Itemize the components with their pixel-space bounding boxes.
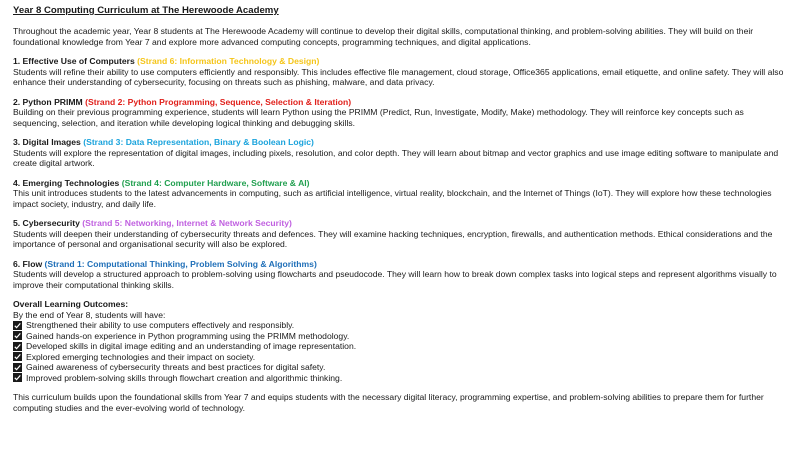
section-body: Students will deepen their understanding of cybersecurity threats and defences. They will examine hacking techniques, encryption, firewalls, and authentication methods. Ethical considerations and the importance of personal and organisational security will also be explored. bbox=[13, 228, 773, 249]
section-heading: 1. Effective Use of Computers bbox=[13, 56, 135, 66]
section-emerging-technologies bbox=[13, 178, 788, 210]
section-heading: 3. Digital Images bbox=[13, 137, 81, 147]
section-body: This unit introduces students to the latest advancements in computing, such as artificial intelligence, virtual reality, blockchain, and the Internet of Things (IoT). They will explore how these technologies impact society, industry, and daily life. bbox=[13, 188, 772, 209]
outcome-item bbox=[13, 320, 788, 331]
outcome-item bbox=[13, 352, 788, 363]
outcome-item bbox=[13, 341, 788, 352]
document-title: Year 8 Computing Curriculum at The Herewoode Academy bbox=[13, 5, 279, 16]
strand-label: (Strand 4: Computer Hardware, Software & AI) bbox=[121, 177, 310, 188]
checkbox-checked-icon bbox=[13, 373, 22, 382]
section-body: Building on their previous programming experience, students will learn Python using the PRIMM (Predict, Run, Investigate, Modify, Make) methodology. They will reinforce key concepts such as sequencing, selection, and iteration while developing logical thinking and debugging skills. bbox=[13, 107, 744, 128]
strand-label: (Strand 3: Data Representation, Binary & Boolean Logic) bbox=[83, 137, 314, 147]
checkbox-checked-icon bbox=[13, 342, 22, 351]
outcomes-list bbox=[13, 320, 788, 383]
section-python-primm bbox=[13, 97, 788, 129]
learning-outcomes bbox=[13, 299, 788, 383]
outcome-text: Improved problem-solving skills through flowchart creation and algorithmic thinking. bbox=[26, 372, 343, 383]
section-heading-line bbox=[13, 97, 788, 108]
outcome-text: Gained hands-on experience in Python programming using the PRIMM methodology. bbox=[26, 330, 350, 341]
section-digital-images bbox=[13, 137, 788, 169]
outcomes-lead: By the end of Year 8, students will have: bbox=[13, 309, 166, 320]
section-heading-line bbox=[13, 56, 788, 67]
checkbox-checked-icon bbox=[13, 352, 22, 361]
section-body: Students will develop a structured approach to problem-solving using flowcharts and pseudocode. They will learn how to break down complex tasks into logical steps and represent algorithms visually to improve their computational thinking skills. bbox=[13, 269, 777, 290]
section-body: Students will explore the representation of digital images, including pixels, resolution, and color depth. They will learn about bitmap and vector graphics and use image editing software to manipulate and create digital artwork. bbox=[13, 147, 779, 168]
section-heading: 5. Cybersecurity bbox=[13, 218, 80, 228]
section-heading: 2. Python PRIMM bbox=[13, 96, 83, 107]
section-heading-line bbox=[13, 137, 788, 148]
section-heading: 4. Emerging Technologies bbox=[13, 177, 120, 188]
section-heading-line bbox=[13, 178, 788, 189]
outcome-item bbox=[13, 362, 788, 373]
section-heading-line bbox=[13, 218, 788, 229]
outcome-item bbox=[13, 373, 788, 384]
strand-label: (Strand 5: Networking, Internet & Network Security) bbox=[82, 218, 292, 228]
outcome-text: Developed skills in digital image editing and an understanding of image representation. bbox=[26, 341, 357, 351]
section-flow bbox=[13, 259, 788, 291]
intro-paragraph: Throughout the academic year, Year 8 students at The Herewoode Academy will continue to develop their digital skills, computational thinking, and problem-solving abilities. They will build on their foundational knowledge from Year 7 and explore more advanced computing concepts, programming techniques, and digital applications. bbox=[13, 26, 754, 47]
checkbox-checked-icon bbox=[13, 363, 22, 372]
section-body: Students will refine their ability to use computers efficiently and responsibly. This includes effective file management, cloud storage, Office365 applications, email etiquette, and online safety. They will also enhance their understanding of cybersecurity, focusing on threats such as phishing, malware, and data privacy. bbox=[13, 66, 784, 87]
strand-label: (Strand 6: Information Technology & Design) bbox=[137, 56, 320, 66]
outcome-text: Explored emerging technologies and their impact on society. bbox=[26, 351, 256, 362]
section-cybersecurity bbox=[13, 218, 788, 250]
strand-label: (Strand 1: Computational Thinking, Problem Solving & Algorithms) bbox=[44, 258, 317, 269]
section-heading-line bbox=[13, 259, 788, 270]
outcomes-heading: Overall Learning Outcomes: bbox=[13, 299, 129, 309]
checkbox-checked-icon bbox=[13, 331, 22, 340]
section-effective-use-of-computers bbox=[13, 56, 788, 88]
section-heading: 6. Flow bbox=[13, 258, 43, 269]
outcome-text: Gained awareness of cybersecurity threats and best practices for digital safety. bbox=[26, 362, 326, 372]
closing-paragraph: This curriculum builds upon the foundational skills from Year 7 and equips students with the necessary digital literacy, programming expertise, and problem-solving abilities to prepare them for further computing studies and the ever-evolving world of technology. bbox=[13, 392, 764, 413]
outcome-item bbox=[13, 331, 788, 342]
checkbox-checked-icon bbox=[13, 321, 22, 330]
strand-label: (Strand 2: Python Programming, Sequence, Selection & Iteration) bbox=[85, 96, 352, 107]
outcome-text: Strengthened their ability to use computers effectively and responsibly. bbox=[26, 320, 295, 330]
